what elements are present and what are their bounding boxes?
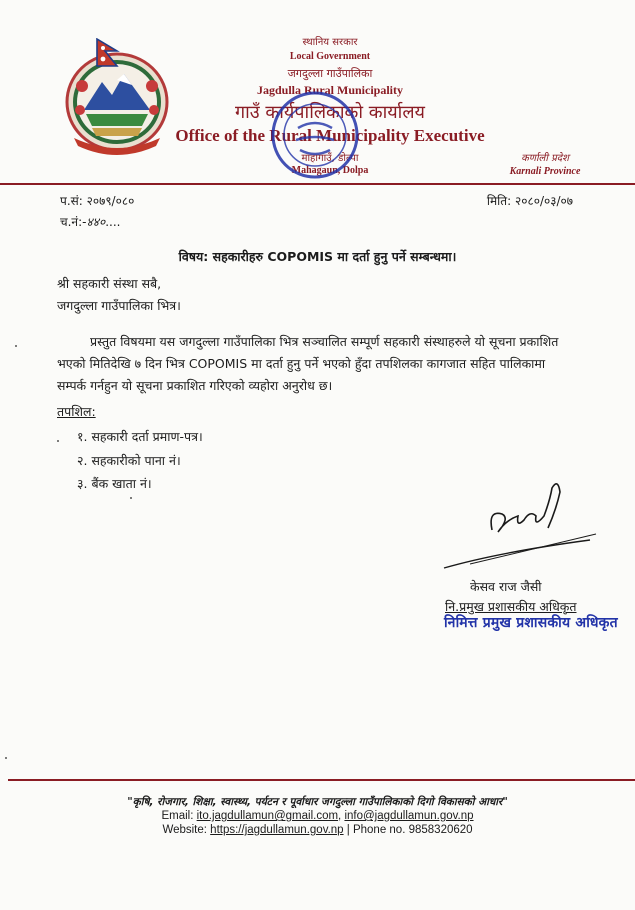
list-item: १. सहकारी दर्ता प्रमाण-पत्र। <box>77 429 203 444</box>
phone-text: | Phone no. 9858320620 <box>343 824 473 836</box>
scan-speck <box>57 440 59 442</box>
signatory-name: केसव राज जैसी <box>470 579 542 594</box>
paragraph-line-3: सम्पर्क गर्नहुन यो सूचना प्रकाशित गरिएको व्यहोरा अनुरोध छ। <box>57 378 333 393</box>
header-municipality-en: Jagdulla Rural Municipality <box>256 83 404 97</box>
header-location-en: Mahagaun, Dolpa <box>291 165 369 176</box>
footer-motto: "कृषि, रोजगार, शिक्षा, स्वास्थ्य, पर्यटन र पूर्वाधार जगदुल्ला गाउँपालिकाको दिगो विकासको आधार" <box>127 796 508 808</box>
dispatch-number-dots: .... <box>105 215 121 229</box>
email-link-info[interactable]: info@jagdullamun.gov.np <box>344 810 474 822</box>
letter-subject: विषय: सहकारीहरु COPOMIS मा दर्ता हुनु पर्ने सम्बन्धमा। <box>178 249 457 264</box>
office-stamp-icon <box>268 88 362 182</box>
province-np: कर्णाली प्रदेश <box>521 153 569 164</box>
signatory-title: नि.प्रमुख प्रशासकीय अधिकृत <box>445 599 577 614</box>
footer-email-line <box>0 810 635 822</box>
scan-speck <box>130 497 132 499</box>
website-link[interactable]: https://jagdullamun.gov.np <box>210 824 344 836</box>
scan-speck <box>15 345 17 347</box>
scan-speck <box>5 757 7 759</box>
address-line-2: जगदुल्ला गाउँपालिका भित्र। <box>57 298 181 313</box>
paragraph-line-2: भएको मितिदेखि ७ दिन भित्र COPOMIS मा दर्ता हुनु पर्ने भएको हुँदा तपशिलका कागजात सहित पालिकामा <box>57 356 546 371</box>
province-en: Karnali Province <box>509 166 581 177</box>
letter-date: मिति: २०८०/०३/०७ <box>486 194 573 208</box>
signature-icon <box>440 470 600 580</box>
header-office-np: गाउँ कार्यपालिकाको कार्यालय <box>235 102 425 123</box>
dispatch-number-label: च.नं:- <box>60 215 87 229</box>
header-local-government-en: Local Government <box>289 51 371 62</box>
header-office-en: Office of the Rural Municipality Executive <box>175 126 485 145</box>
email-label: Email: <box>161 810 194 822</box>
email-link-ito[interactable]: ito.jagdullamun@gmail.com <box>196 810 339 822</box>
email-separator: , <box>338 810 345 822</box>
signatory-title-stamp: निमित्त प्रमुख प्रशासकीय अधिकृत <box>444 615 618 631</box>
website-label: Website: <box>162 824 207 836</box>
address-line-1: श्री सहकारी संस्था सबै, <box>57 276 162 291</box>
list-item: २. सहकारीको पाना नं। <box>77 453 181 468</box>
reference-number: प.सं: २०७९/०८० <box>60 194 135 208</box>
footer-divider <box>8 779 635 781</box>
header-location-np: माहागाउँ, डोल्पा <box>301 153 359 164</box>
dispatch-number-handwritten: ४४० <box>86 215 106 229</box>
header-divider <box>0 183 635 185</box>
paragraph-line-1: प्रस्तुत विषयमा यस जगदुल्ला गाउँपालिका भित्र सञ्चालित सम्पूर्ण सहकारी संस्थाहरुले यो सूचना प्रकाशित <box>90 334 559 349</box>
header-municipality-np: जगदुल्ला गाउँपालिका <box>287 67 373 80</box>
list-item: ३. बैंक खाता नं। <box>77 476 152 491</box>
nepal-flag-icon <box>95 38 121 68</box>
header-local-government-np: स्थानिय सरकार <box>302 37 358 48</box>
footer-website-line <box>0 824 635 836</box>
details-heading: तपशिल: <box>57 404 96 419</box>
dispatch-number <box>60 213 120 230</box>
